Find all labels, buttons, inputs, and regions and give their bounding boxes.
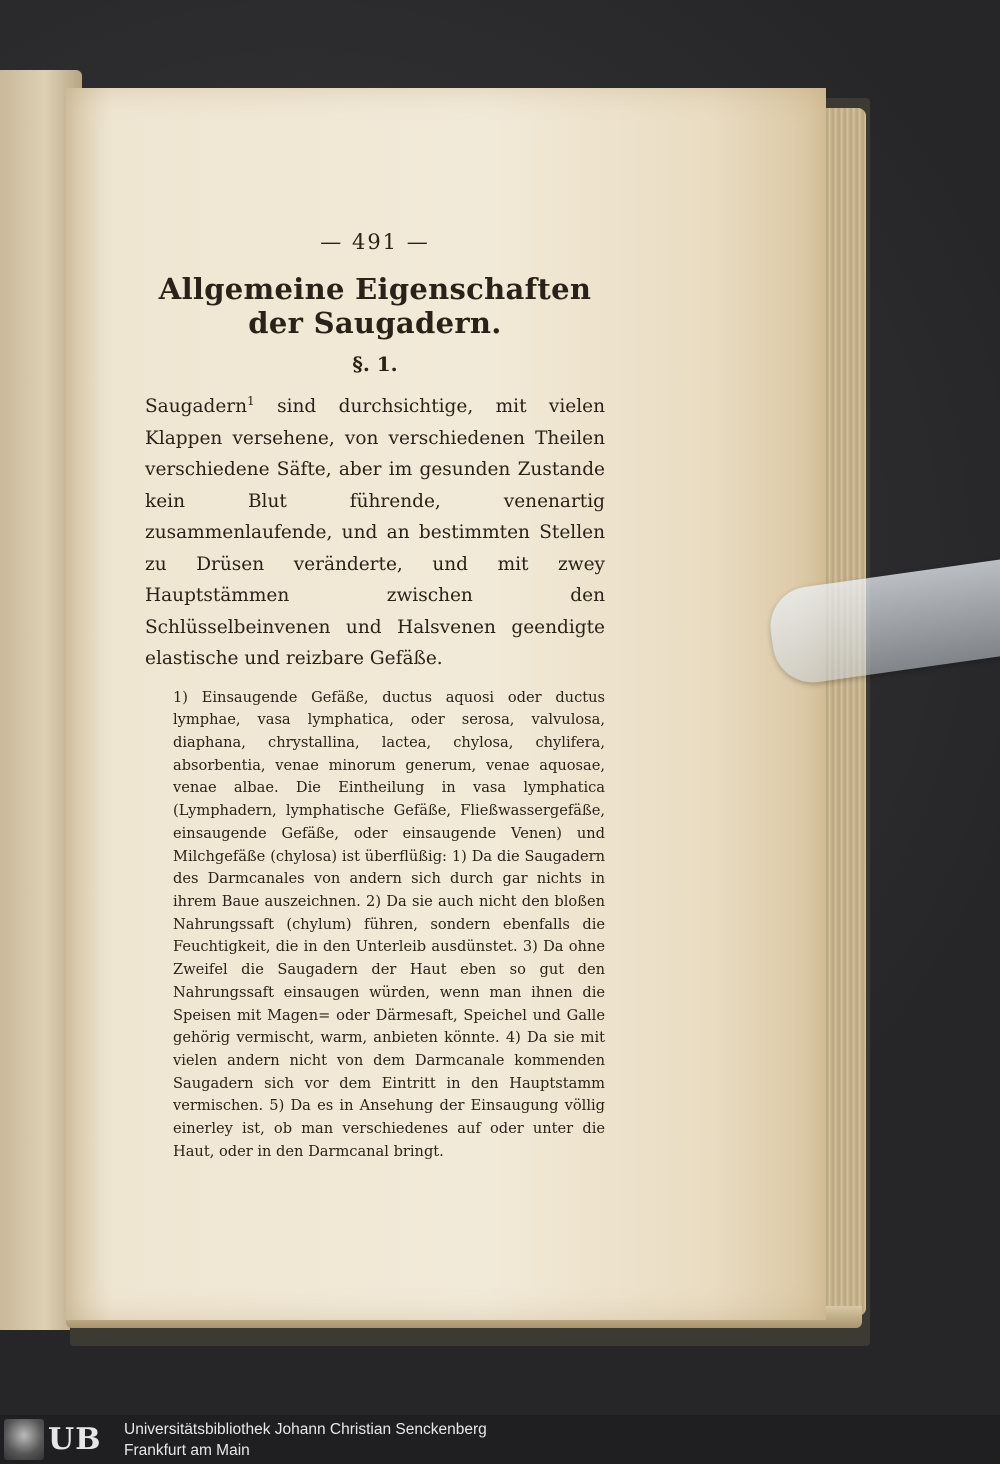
section-number: §. 1. bbox=[352, 352, 398, 376]
institution-city: Frankfurt am Main bbox=[124, 1442, 250, 1459]
page-number: — 491 — bbox=[320, 230, 430, 254]
footnote-reference: 1 bbox=[247, 394, 255, 408]
institution-footer bbox=[0, 1415, 1000, 1464]
paragraph-body: sind durchsichtige, mit vielen Klappen versehene, von verschiedenen Theilen verschiedene Säfte, aber im gesunden Zustande kein Blut führende, venenartig zusammenlaufende, und an bestimmten Stellen zu Drüsen veränderte, und mit zwey Hauptstämmen zwischen den Schlüsselbeinvenen und Halsvenen geendigte elastische und reizbare Gefäße. bbox=[145, 396, 605, 670]
chapter-heading: Allgemeine Eigenschaften der Saugadern. bbox=[158, 272, 592, 340]
portrait-icon bbox=[4, 1419, 44, 1460]
lead-word: Saugadern bbox=[145, 396, 248, 418]
main-paragraph bbox=[145, 386, 605, 675]
institution-name: Universitätsbibliothek Johann Christian Senckenberg bbox=[124, 1421, 487, 1438]
page-text bbox=[145, 230, 605, 1163]
logo-text: UB bbox=[48, 1422, 102, 1457]
footnote: 1) Einsaugende Gefäße, ductus aquosi oder ductus lymphae, vasa lymphatica, oder serosa, valvulosa, diaphana, chrystallina, lactea, chylosa, chylifera, absorbentia, venae minorum generum, venae aquosae, venae albae. Die Eintheilung in vasa lymphatica (Lymphadern, lymphatische Gefäße, Fließwassergefäße, einsaugende Gefäße, oder einsaugende Venen) und Milchgefäße (chylosa) ist überflüßig: 1) Da die Saugadern des Darmcanales von andern sich durch gar nichts in ihrem Baue auszeichnen. 2) Da sie auch nicht den bloßen Nahrungssaft (chylum) führen, sondern ebenfalls die Feuchtigkeit, die in den Unterleib ausdünstet. 3) Da ohne Zweifel die Saugadern der Haut eben so gut den Nahrungssaft einsaugen würden, wenn man ihnen die Speisen mit Magen= oder Därmesaft, Speichel und Galle gehörig vermischt, warm, anbieten könnte. 4) Da sie mit vielen andern nicht von dem Darmcanale kommenden Saugadern sich vor dem Eintritt in den Hauptstamm vermischen. 5) Da es in Ansehung der Einsaugung völlig einerley ist, ob man verschiedenes auf oder unter die Haut, oder in den Darmcanal bringt. bbox=[173, 688, 605, 1160]
ub-logo bbox=[4, 1419, 116, 1460]
